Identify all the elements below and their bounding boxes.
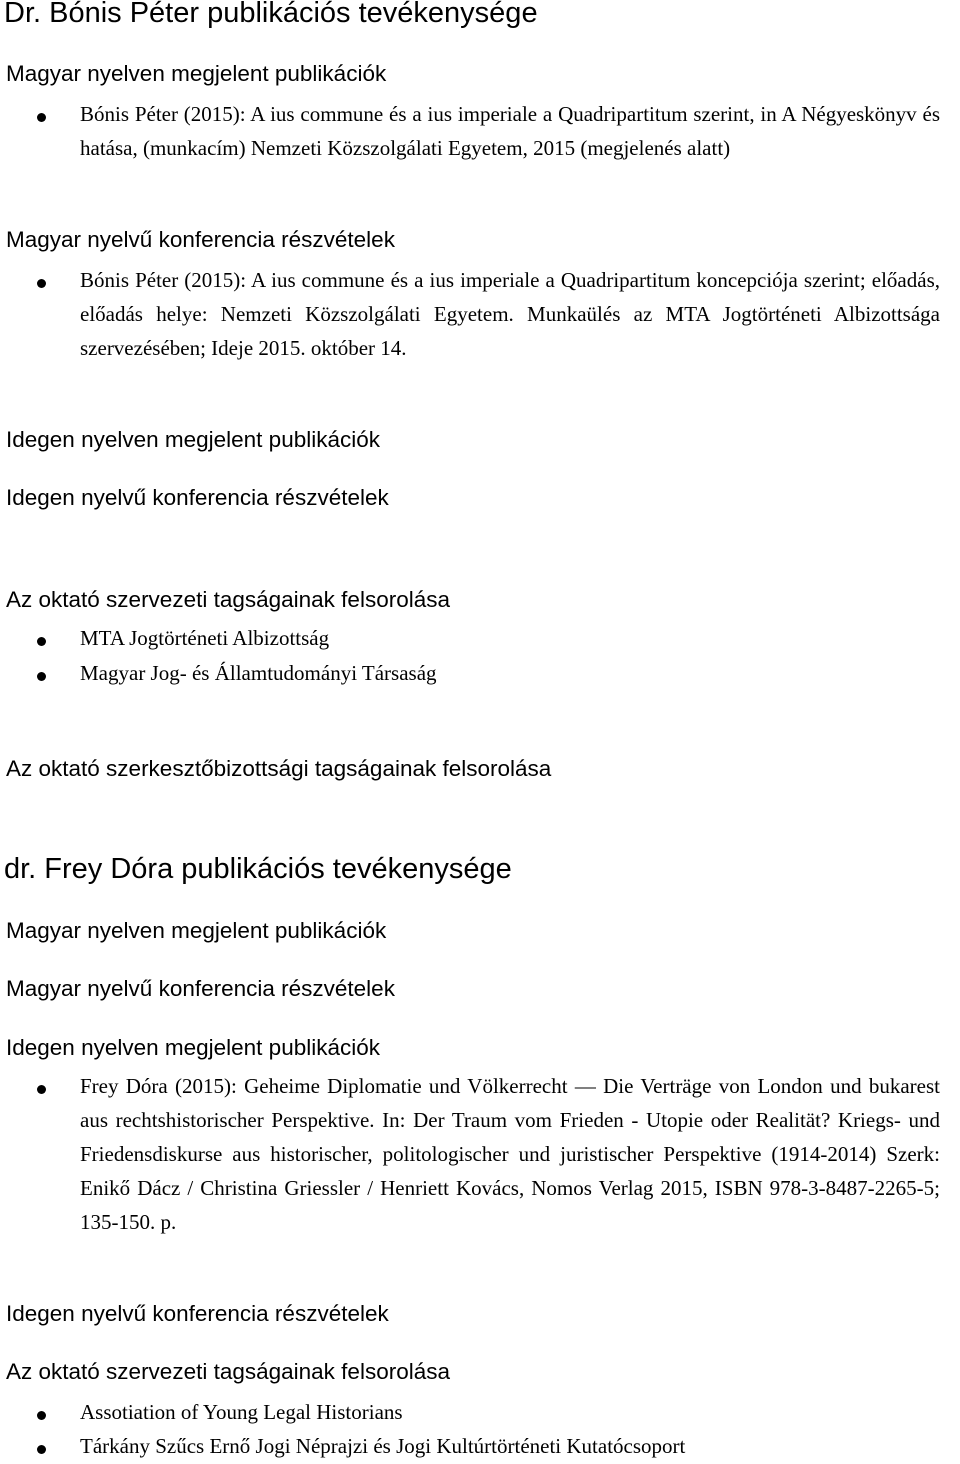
section2-hu-conf-heading: Magyar nyelvű konferencia részvételek (6, 976, 395, 1001)
section1-foreign-pub-heading: Idegen nyelven megjelent publikációk (6, 427, 380, 452)
section1-hu-conf-heading: Magyar nyelvű konferencia részvételek (6, 227, 395, 252)
section1-hu-pub-item: Bónis Péter (2015): A ius commune és a ius imperiale a Quadripartitum szerint, in A Négyeskönyv és hatása, (munkacím) Nemzeti Közszolgálati Egyetem, 2015 (megjelenés alatt) (80, 102, 940, 160)
bullet-icon (37, 279, 46, 288)
bullet-icon (37, 637, 46, 646)
section1-membership-item: Magyar Jog- és Államtudományi Társaság (80, 661, 437, 685)
section1-editorial-heading: Az oktató szerkesztőbizottsági tagságainak felsorolása (6, 756, 552, 781)
bullet-icon (37, 672, 46, 681)
section1-title: Dr. Bónis Péter publikációs tevékenysége (4, 0, 538, 29)
section2-membership-item: Assotiation of Young Legal Historians (80, 1400, 403, 1424)
section2-title: dr. Frey Dóra publikációs tevékenysége (4, 853, 512, 885)
section2-hu-pub-heading: Magyar nyelven megjelent publikációk (6, 918, 387, 943)
section1-hu-pub-heading: Magyar nyelven megjelent publikációk (6, 61, 387, 86)
section2-foreign-pub-item: Frey Dóra (2015): Geheime Diplomatie und Völkerrecht — Die Verträge von London und bukarest aus rechtshistorischer Perspektive. In: Der Traum vom Frieden - Utopie oder Realität? Kriegs- und Friedensdiskurse aus historischer, politologischer und juristischer Perspektive (1914-2014) Szerk: Enikő Dácz / Christina Griessler / Henriett Kovács, Nomos Verlag 2015, ISBN 978-3-8487-2265-5; 135-150. p. (80, 1074, 940, 1234)
section1-memberships-heading: Az oktató szervezeti tagságainak felsorolása (6, 587, 450, 612)
section1-hu-conf-item: Bónis Péter (2015): A ius commune és a ius imperiale a Quadripartitum koncepciója szerint; előadás, előadás helye: Nemzeti Közszolgálati Egyetem. Munkaülés az MTA Jogtörténeti Albizottsága szervezésében; Ideje 2015. október 14. (80, 268, 940, 360)
bullet-icon (37, 1411, 46, 1420)
bullet-icon (37, 1445, 46, 1454)
bullet-icon (37, 1085, 46, 1094)
section2-foreign-conf-heading: Idegen nyelvű konferencia részvételek (6, 1301, 389, 1326)
section2-memberships-heading: Az oktató szervezeti tagságainak felsorolása (6, 1359, 450, 1384)
section2-foreign-pub-heading: Idegen nyelven megjelent publikációk (6, 1035, 380, 1060)
bullet-icon (37, 113, 46, 122)
section1-foreign-conf-heading: Idegen nyelvű konferencia részvételek (6, 485, 389, 510)
section1-membership-item: MTA Jogtörténeti Albizottság (80, 626, 330, 650)
section2-membership-item: Tárkány Szűcs Ernő Jogi Néprajzi és Jogi Kultúrtörténeti Kutatócsoport (80, 1434, 686, 1458)
